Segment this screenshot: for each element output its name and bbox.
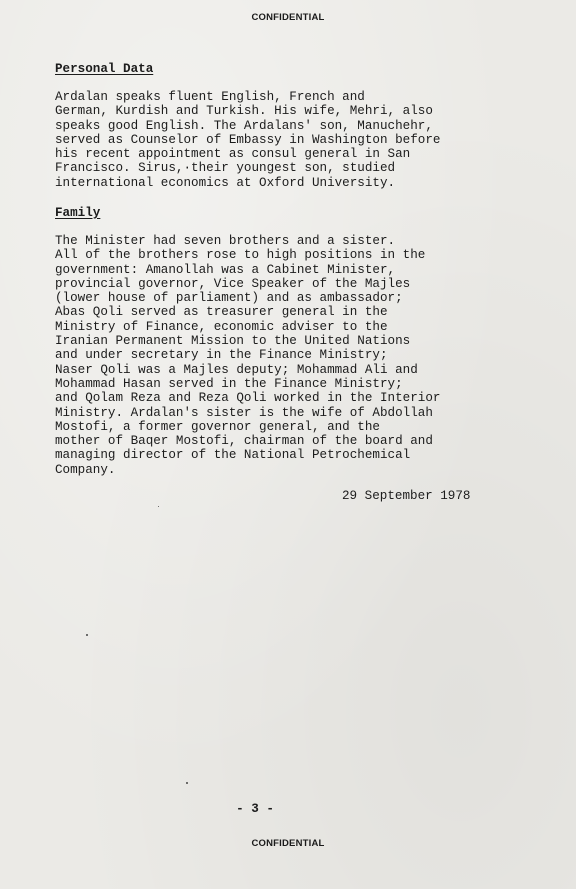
paper-speck	[158, 506, 159, 507]
classification-marking-top: CONFIDENTIAL	[251, 12, 325, 23]
page-number: - 3 -	[236, 802, 274, 816]
document-date: 29 September 1978	[342, 489, 471, 503]
paper-speck	[86, 634, 88, 636]
paper-speck	[186, 782, 188, 784]
classification-marking-bottom: CONFIDENTIAL	[251, 838, 325, 849]
section-heading-family: Family	[55, 206, 101, 220]
section-paragraph-family: The Minister had seven brothers and a sister. All of the brothers rose to high positions in the government: Amanollah was a Cabinet Minister, provincial governor, Vice Speaker of the Majles (lower house of parliament) and as ambassador; Abas Qoli served as treasurer general in the Ministry of Finance, economic adviser to the Iranian Permanent Mission to the United Nations and under secretary in the Finance Ministry; Naser Qoli was a Majles deputy; Mohammad Ali and Mohammad Hasan served in the Finance Ministry; and Qolam Reza and Reza Qoli worked in the Interior Ministry. Ardalan's sister is the wife of Abdollah Mostofi, a former governor general, and the mother of Baqer Mostofi, chairman of the board and managing director of the National Petrochemical Company.	[55, 234, 441, 477]
section-paragraph-personal-data: Ardalan speaks fluent English, French and German, Kurdish and Turkish. His wife, Mehri, also speaks good English. The Ardalans' son, Manuchehr, served as Counselor of Embassy in Washington before his recent appointment as consul general in San Francisco. Sirus,·their youngest son, studied international economics at Oxford University.	[55, 90, 441, 190]
section-heading-personal-data: Personal Data	[55, 62, 154, 76]
